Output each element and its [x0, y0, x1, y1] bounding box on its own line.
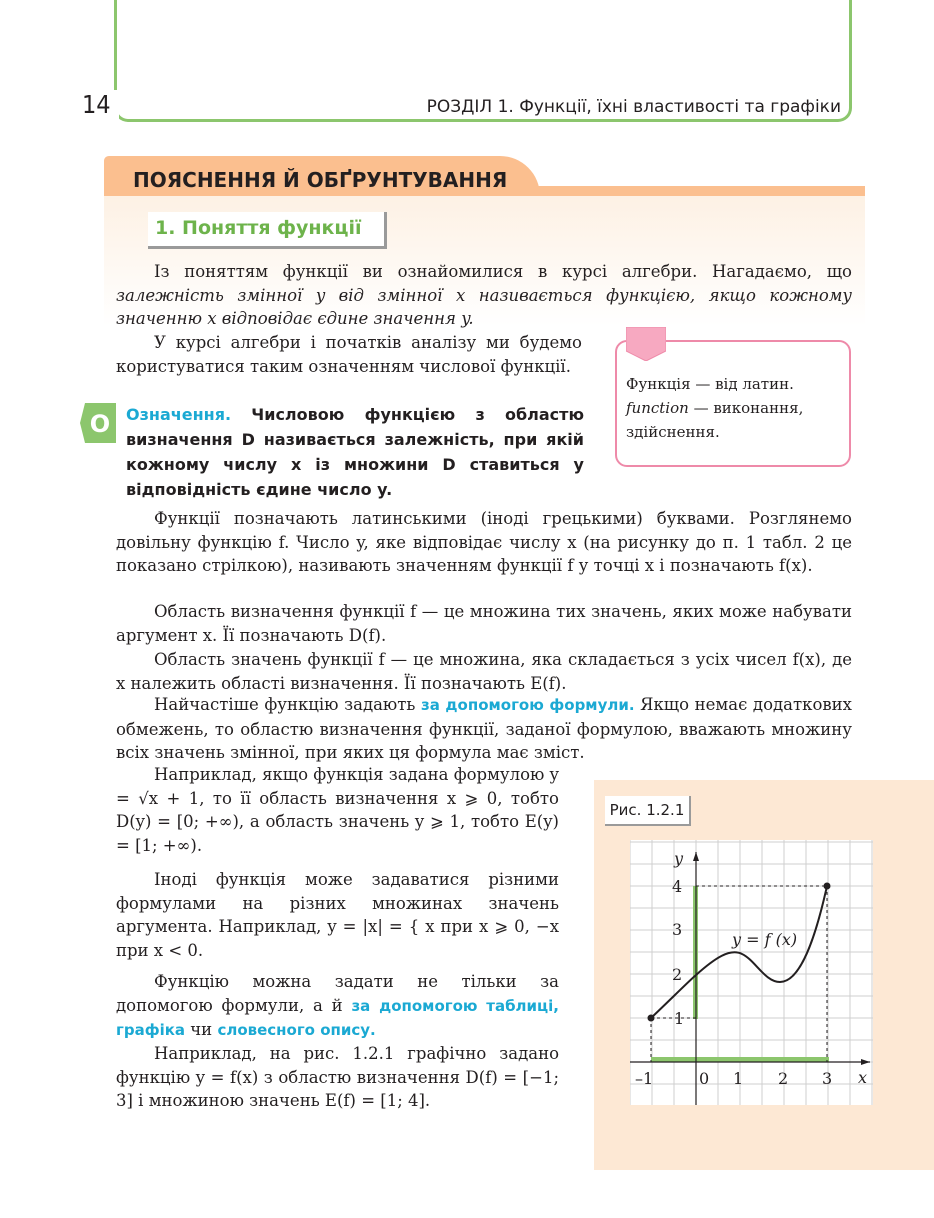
- paragraph-10: Наприклад, на рис. 1.2.1 графічно задано функцію y = f(x) з областю визначення D(f) = [−1; 3] і множиною значень E(f) = [1; 4].: [116, 1044, 559, 1111]
- note-line-1: Функція — від латин.: [626, 375, 794, 393]
- y-axis-label: y: [674, 849, 684, 868]
- subsection-title: 1. Поняття функції: [155, 217, 362, 239]
- paragraph-1: Із поняттям функції ви ознайомилися в курсі алгебри. Нагадаємо, що залежність змінної y від змінної x називається функцією, якщо кожному значенню x відповідає єдине значення y.: [116, 262, 852, 329]
- definition-icon: [80, 403, 116, 443]
- paragraph-6-start: Найчастіше функцію задають: [154, 695, 422, 714]
- y-tick-1: 1: [674, 1009, 685, 1028]
- paragraph-5: Область значень функції f — це множина, яка складається з усіх чисел f(x), де x належить області визначення. Її позначають E(f).: [116, 650, 852, 693]
- x-tick-neg1: –1: [635, 1069, 654, 1088]
- paragraph-6-end: Якщо немає додаткових обмежень, то областю визначення функції, заданої формулою, вважають множину всіх значень змінної, при яких ця формула має зміст.: [116, 695, 852, 763]
- table-graph-keyword: за допомогою таблиці, графіка: [116, 996, 559, 1040]
- section-title: ПОЯСНЕННЯ Й ОБҐРУНТУВАННЯ: [133, 168, 508, 192]
- y-tick-4: 4: [672, 877, 683, 896]
- definition-label: Означення.: [126, 405, 232, 424]
- note-line-2: — виконання, здійснення.: [626, 399, 804, 441]
- page-number: 14: [80, 90, 119, 119]
- paragraph-9: [116, 970, 559, 1043]
- paragraph-9-start: Функцію можна задати не тільки за допомогою формули, а й: [116, 972, 559, 1015]
- running-title: РОЗДІЛ 1. Функції, їхні властивості та графіки: [417, 97, 841, 117]
- paragraph-9-mid: чи: [185, 1020, 218, 1040]
- definition-body: Числовою функцією з областю визначення D називається залежність, при якій кожному числу x із множини D ставиться у відповідність єдине число y.: [126, 405, 584, 499]
- paragraph-3: Функції позначають латинськими (іноді грецькими) буквами. Розглянемо довільну функцію f. Число y, яке відповідає числу x (на рисунку до п. 1 табл. 2 це показано стрілкою), називають значенням функції f у точці x і позначають f(x).: [116, 509, 852, 576]
- paragraph-2: У курсі алгебри і початків аналізу ми будемо користуватися таким означенням числової функції.: [116, 333, 582, 376]
- side-note-text: [626, 372, 846, 444]
- formula-keyword: за допомогою формули.: [421, 696, 635, 714]
- figure-label: Рис. 1.2.1: [605, 796, 691, 826]
- x-axis-label: x: [858, 1068, 868, 1087]
- curve-end-point: [824, 883, 831, 890]
- x-tick-0: 0: [699, 1069, 710, 1088]
- paragraph-8: Іноді функція може задаватися різними формулами на різних множинах значень аргумента. Наприклад, y = |x| = { x при x ⩾ 0, −x при x < 0.: [116, 870, 559, 961]
- x-tick-1: 1: [733, 1069, 744, 1088]
- y-tick-2: 2: [672, 965, 683, 984]
- verbal-keyword: словесного опису.: [217, 1021, 376, 1040]
- y-tick-3: 3: [672, 920, 683, 939]
- definition-text: [126, 402, 584, 502]
- svg-text:О: О: [89, 410, 111, 438]
- paragraph-7: Наприклад, якщо функція задана формулою y = √x + 1, то її область визначення x ⩾ 0, тобто D(y) = [0; +∞), а область значень y ⩾ 1, тобто E(y) = [1; +∞).: [116, 765, 559, 856]
- curve-start-point: [648, 1015, 655, 1022]
- function-graph: [630, 840, 875, 1105]
- x-tick-2: 2: [778, 1069, 789, 1088]
- curve-label: y = f (x): [732, 930, 798, 949]
- paragraph-6: [116, 693, 852, 765]
- x-tick-3: 3: [822, 1069, 833, 1088]
- bookmark-icon: [626, 327, 666, 361]
- domain-highlight: [651, 1057, 829, 1062]
- note-latin-word: function: [626, 399, 689, 417]
- paragraph-4: Область визначення функції f — це множина тих значень, яких може набувати аргумент x. Її позначають D(f).: [116, 602, 852, 645]
- subsection-heading: [148, 212, 387, 249]
